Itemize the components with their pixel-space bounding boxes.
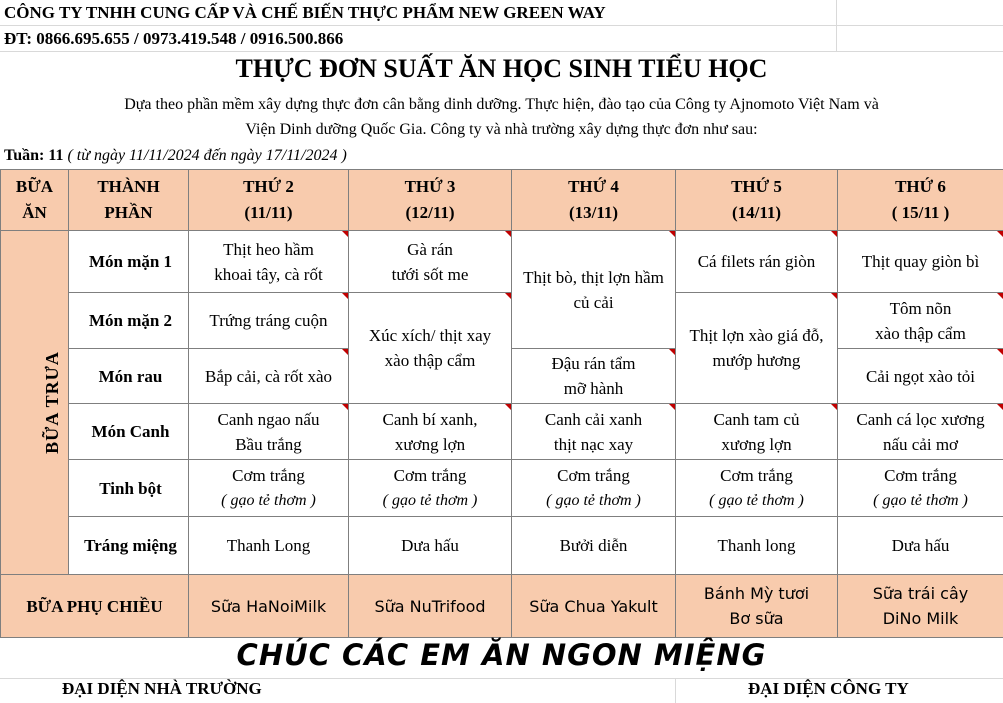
row-label-main-1: Món mặn 1 [69, 231, 189, 293]
cell-thu-starch: Cơm trắng ( gạo tẻ thơm ) [676, 460, 838, 517]
company-representative: ĐẠI DIỆN CÔNG TY [748, 679, 909, 698]
week-range: ( từ ngày 11/11/2024 đến ngày 17/11/2024 ) [67, 147, 347, 164]
cell-thu-soup: Canh tam củ xương lợn [676, 404, 838, 460]
cell-thu-main-1: Cá filets rán giòn [676, 231, 838, 293]
cell-mon-starch: Cơm trắng ( gạo tẻ thơm ) [189, 460, 349, 517]
company-phone: ĐT: 0866.695.655 / 0973.419.548 / 0916.500.866 [4, 29, 344, 48]
sheet-gridline [836, 0, 837, 51]
cell-fri-soup: Canh cá lọc xương nấu cải mơ [838, 404, 1003, 460]
header-day-wed: THỨ 4 (13/11) [512, 170, 676, 231]
cell-wed-starch: Cơm trắng ( gạo tẻ thơm ) [512, 460, 676, 517]
snack-label: BỮA PHỤ CHIỀU [1, 575, 189, 638]
cell-fri-starch: Cơm trắng ( gạo tẻ thơm ) [838, 460, 1003, 517]
cell-fri-main-2: Tôm nõn xào thập cẩm [838, 293, 1003, 349]
cell-wed-soup: Canh cải xanh thịt nạc xay [512, 404, 676, 460]
cell-tue-dessert: Dưa hấu [349, 517, 512, 575]
row-label-starch: Tinh bột [69, 460, 189, 517]
sheet-gridline [675, 678, 676, 703]
cell-tue-main-2: Xúc xích/ thịt xay xào thập cẩm [349, 293, 512, 404]
row-label-vegetable: Món rau [69, 349, 189, 404]
table-row [1, 460, 1003, 517]
table-header-row [1, 170, 1003, 231]
cell-thu-main-2: Thịt lợn xào giá đỗ, mướp hương [676, 293, 838, 404]
cell-mon-snack: Sữa HaNoiMilk [189, 575, 349, 638]
header-day-tue: THỨ 3 (12/11) [349, 170, 512, 231]
cell-thu-dessert: Thanh long [676, 517, 838, 575]
closing-wish: CHÚC CÁC EM ĂN NGON MIỆNG [236, 638, 767, 672]
company-name: CÔNG TY TNHH CUNG CẤP VÀ CHẾ BIẾN THỰC PHẨM NEW GREEN WAY [4, 3, 606, 22]
cell-tue-starch: Cơm trắng ( gạo tẻ thơm ) [349, 460, 512, 517]
cell-wed-dessert: Bưởi diễn [512, 517, 676, 575]
cell-mon-dessert: Thanh Long [189, 517, 349, 575]
intro-line-2: Viện Dinh dưỡng Quốc Gia. Công ty và nhà trường xây dựng thực đơn như sau: [245, 121, 758, 138]
table-row [1, 517, 1003, 575]
cell-mon-main-2: Trứng tráng cuộn [189, 293, 349, 349]
cell-wed-vegetable: Đậu rán tẩm mỡ hành [512, 349, 676, 404]
lunch-label: BỮA TRƯA [41, 351, 62, 454]
cell-mon-main-1: Thịt heo hầm khoai tây, cà rốt [189, 231, 349, 293]
header-day-fri: THỨ 6 ( 15/11 ) [838, 170, 1003, 231]
table-row [1, 404, 1003, 460]
cell-fri-main-1: Thịt quay giòn bì [838, 231, 1003, 293]
menu-table [0, 169, 1003, 638]
cell-mon-vegetable: Bắp cải, cà rốt xào [189, 349, 349, 404]
row-label-dessert: Tráng miệng [69, 517, 189, 575]
page-title: THỰC ĐƠN SUẤT ĂN HỌC SINH TIỂU HỌC [235, 54, 768, 83]
header-day-thu: THỨ 5 (14/11) [676, 170, 838, 231]
school-representative: ĐẠI DIỆN NHÀ TRƯỜNG [62, 679, 262, 698]
cell-mon-soup: Canh ngao nấu Bầu trắng [189, 404, 349, 460]
week-info [4, 147, 347, 165]
sheet-gridline [0, 25, 1003, 26]
row-label-soup: Món Canh [69, 404, 189, 460]
header-day-mon: THỨ 2 (11/11) [189, 170, 349, 231]
cell-tue-main-1: Gà rán tưới sốt me [349, 231, 512, 293]
lunch-label-cell [1, 231, 69, 575]
cell-tue-snack: Sữa NuTrifood [349, 575, 512, 638]
intro-line-1: Dựa theo phần mềm xây dựng thực đơn cân bằng dinh dưỡng. Thực hiện, đào tạo của Công ty Ajnomoto Việt Nam và [124, 96, 879, 113]
row-label-main-2: Món mặn 2 [69, 293, 189, 349]
sheet-gridline [0, 51, 1003, 52]
intro-text [0, 92, 1003, 142]
cell-wed-snack: Sữa Chua Yakult [512, 575, 676, 638]
snack-row [1, 575, 1003, 638]
cell-wed-main: Thịt bò, thịt lợn hầm củ cải [512, 231, 676, 349]
header-component: THÀNH PHẦN [69, 170, 189, 231]
header-meal: BỮA ĂN [1, 170, 69, 231]
cell-fri-vegetable: Cải ngọt xào tỏi [838, 349, 1003, 404]
week-label: Tuần: 11 [4, 147, 64, 164]
cell-fri-snack: Sữa trái cây DiNo Milk [838, 575, 1003, 638]
cell-tue-soup: Canh bí xanh, xương lợn [349, 404, 512, 460]
table-row [1, 231, 1003, 293]
table-row [1, 293, 1003, 349]
cell-thu-snack: Bánh Mỳ tươi Bơ sữa [676, 575, 838, 638]
cell-fri-dessert: Dưa hấu [838, 517, 1003, 575]
